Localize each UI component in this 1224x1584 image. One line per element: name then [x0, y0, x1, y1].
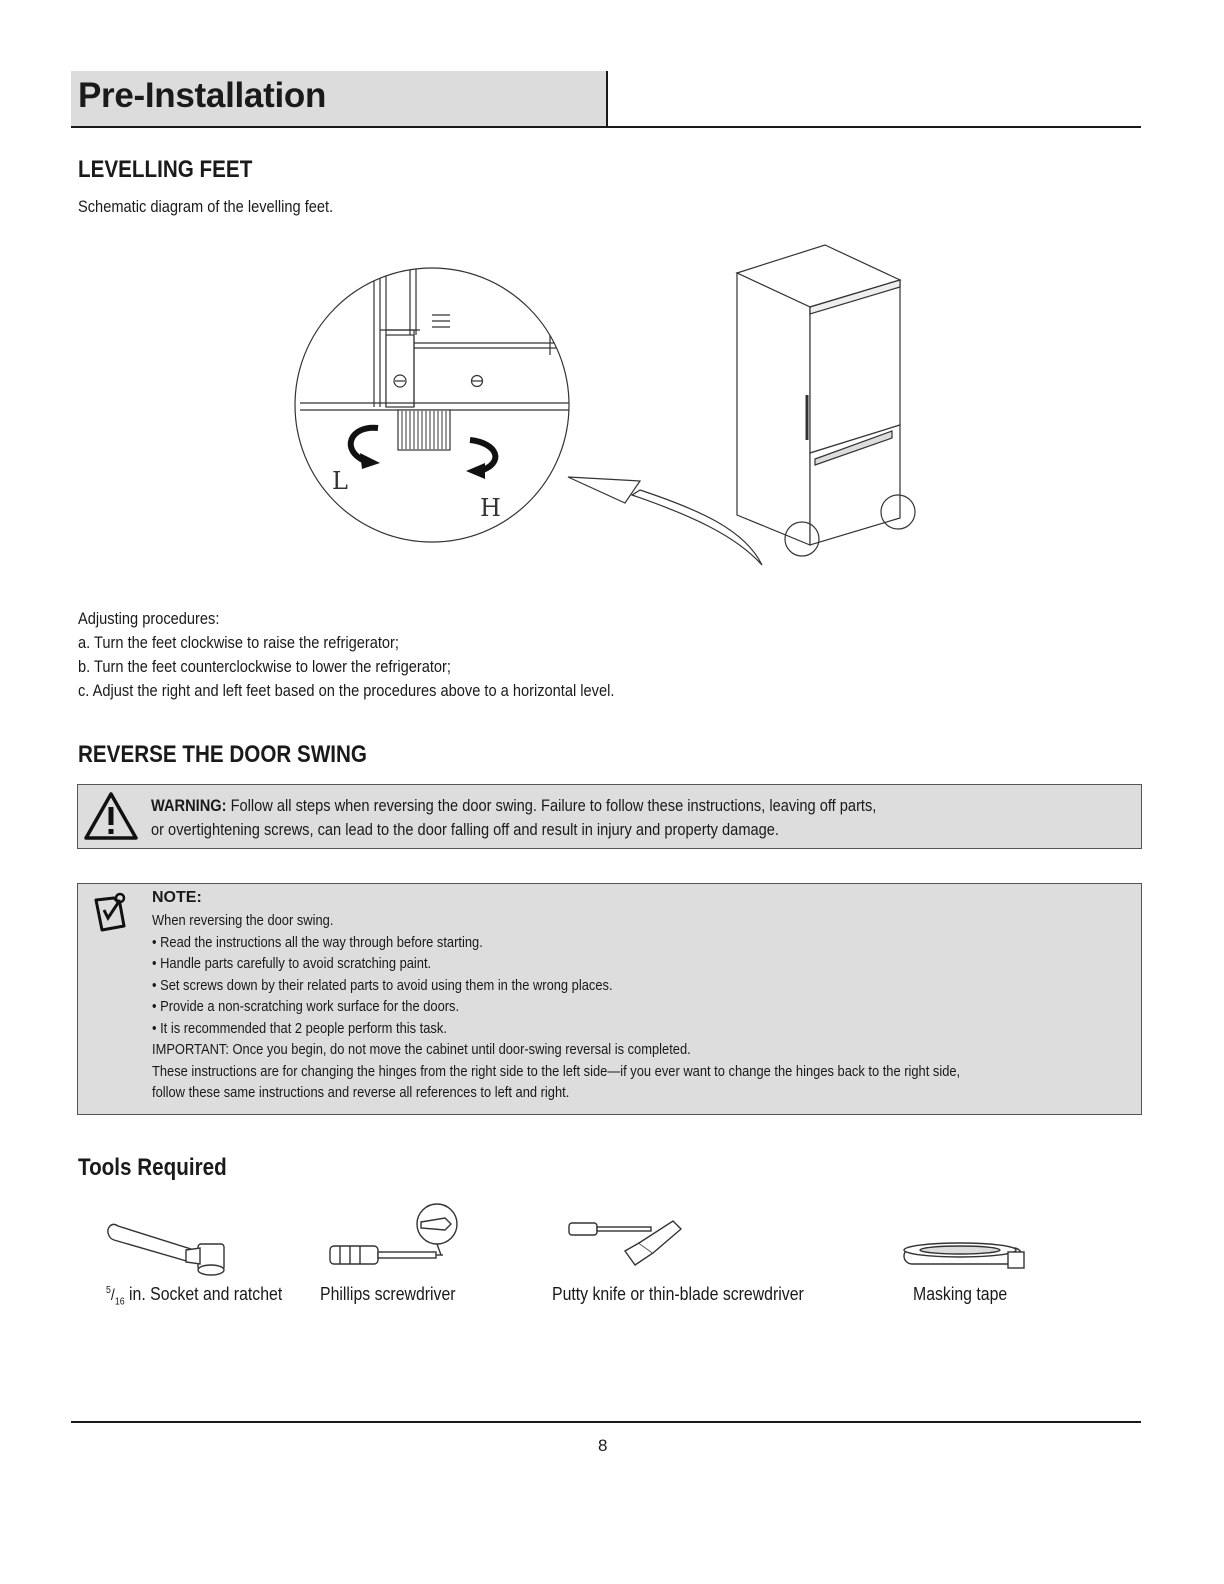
levelling-caption: Schematic diagram of the levelling feet.	[78, 197, 334, 216]
page-number: 8	[598, 1436, 608, 1455]
reverse-heading: REVERSE THE DOOR SWING	[78, 741, 368, 768]
warning-line-2: or overtightening screws, can lead to the door falling off and result in injury and property damage.	[151, 820, 779, 839]
footer-rule	[71, 1421, 1141, 1423]
note-line-4: • Provide a non-scratching work surface for the doors.	[152, 998, 460, 1015]
zoom-circle	[295, 268, 569, 542]
page-title: Pre-Installation	[78, 76, 327, 115]
refrigerator-illustration	[737, 245, 900, 545]
warning-icon	[82, 790, 140, 842]
tool-label-socket: $^5/_{16}$ in. Socket and ratchet	[106, 1284, 283, 1308]
tool-label-masking-tape: Masking tape	[913, 1284, 1008, 1304]
step-b: b. Turn the feet counterclockwise to lower the refrigerator;	[78, 657, 451, 676]
putty-knife-icon	[565, 1215, 695, 1275]
fraction-numerator: 5	[106, 1285, 111, 1296]
procedures-title: Adjusting procedures:	[78, 609, 220, 628]
step-a: a. Turn the feet clockwise to raise the refrigerator;	[78, 633, 399, 652]
note-line-2: • Handle parts carefully to avoid scratching paint.	[152, 955, 432, 972]
note-line-0: When reversing the door swing.	[152, 912, 334, 929]
tools-heading: Tools Required	[78, 1154, 227, 1181]
warning-line-1: Follow all steps when reversing the door swing. Failure to follow these instructions, leaving off parts,	[230, 796, 877, 815]
tool-label-putty-knife: Putty knife or thin-blade screwdriver	[552, 1284, 804, 1304]
label-l: L	[332, 467, 348, 495]
tool-label-phillips: Phillips screwdriver	[320, 1284, 456, 1304]
note-line-8: follow these same instructions and reverse all references to left and right.	[152, 1084, 570, 1101]
note-line-5: • It is recommended that 2 people perform this task.	[152, 1020, 447, 1037]
note-pad-icon	[90, 890, 132, 932]
label-h: H	[480, 494, 501, 522]
masking-tape-icon	[900, 1238, 1030, 1274]
levelling-heading: LEVELLING FEET	[78, 156, 253, 183]
levelling-feet-diagram	[280, 235, 940, 580]
tool-label-socket-text: in. Socket and ratchet	[124, 1284, 283, 1304]
note-line-6: IMPORTANT: Once you begin, do not move the cabinet until door-swing reversal is completed.	[152, 1041, 691, 1058]
step-c: c. Adjust the right and left feet based on the procedures above to a horizontal level.	[78, 681, 615, 700]
note-line-1: • Read the instructions all the way through before starting.	[152, 934, 483, 951]
note-line-3: • Set screws down by their related parts to avoid using them in the wrong places.	[152, 977, 613, 994]
warning-label: WARNING:	[151, 796, 227, 815]
title-divider	[606, 71, 608, 128]
fraction-denominator: 16	[114, 1296, 125, 1308]
note-line-7: These instructions are for changing the hinges from the right side to the left side—if you ever want to change the hinges back to the right side,	[152, 1063, 961, 1080]
header-rule	[71, 126, 1141, 128]
note-label: NOTE:	[152, 889, 202, 906]
socket-ratchet-icon	[100, 1218, 240, 1278]
phillips-screwdriver-icon	[325, 1200, 465, 1275]
warning-text	[151, 794, 876, 842]
